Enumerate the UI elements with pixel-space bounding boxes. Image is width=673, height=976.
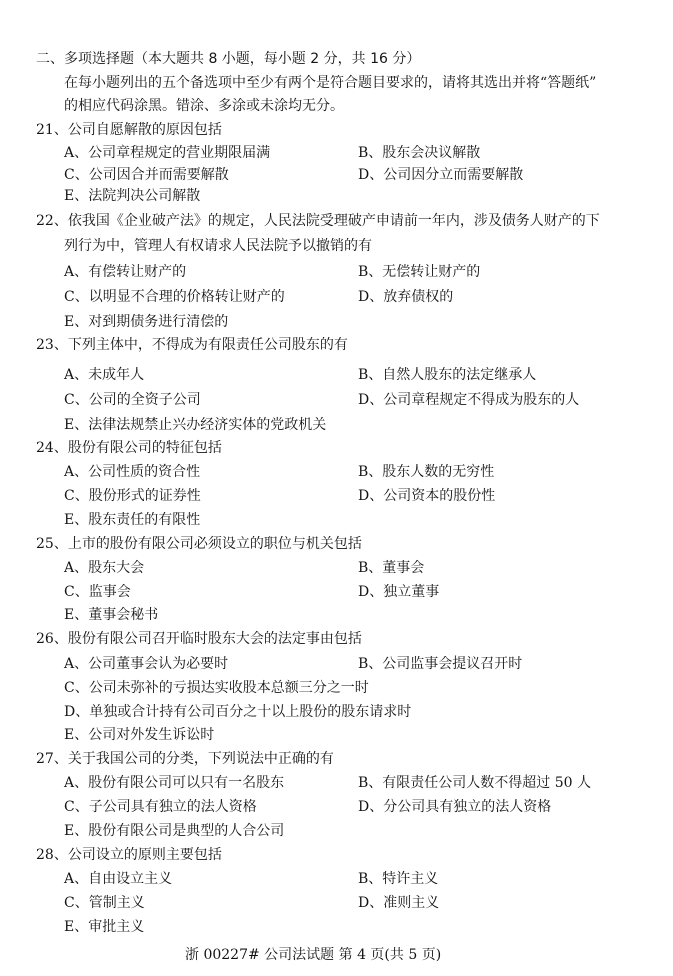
question-23-option-b: B、自然人股东的法定继承人 — [358, 367, 537, 383]
question-25-option-a: A、股东大会 — [64, 560, 145, 576]
question-28-option-d: D、准则主义 — [358, 895, 440, 911]
question-22-stem: 22、依我国《企业破产法》的规定，人民法院受理破产申请前一年内，涉及债务人财产的下 — [36, 213, 600, 229]
question-23-stem: 23、下列主体中，不得成为有限责任公司股东的有 — [36, 337, 348, 353]
question-24-stem: 24、股份有限公司的特征包括 — [36, 440, 222, 456]
question-21-option-d: D、公司因分立而需要解散 — [358, 167, 524, 183]
question-28-option-a: A、自由设立主义 — [64, 871, 173, 887]
question-21-option-b: B、股东会决议解散 — [358, 145, 481, 161]
question-21-option-a: A、公司章程规定的营业期限届满 — [64, 145, 271, 161]
section-instruction-line2: 的相应代码涂黑。错涂、多涂或未涂均无分。 — [64, 98, 344, 114]
question-27-stem: 27、关于我国公司的分类，下列说法中正确的有 — [36, 751, 334, 767]
question-26-option-a: A、公司董事会认为必要时 — [64, 656, 229, 672]
question-25-option-e: E、董事会秘书 — [64, 607, 159, 623]
question-28-stem: 28、公司设立的原则主要包括 — [36, 847, 222, 863]
question-23-option-c: C、公司的全资子公司 — [64, 392, 201, 408]
question-23-option-e: E、法律法规禁止兴办经济实体的党政机关 — [64, 417, 327, 433]
question-26-option-d: D、单独或合计持有公司百分之十以上股份的股东请求时 — [64, 704, 412, 720]
question-21-stem: 21、公司自愿解散的原因包括 — [36, 122, 222, 138]
question-25-stem: 25、上市的股份有限公司必须设立的职位与机关包括 — [36, 536, 362, 552]
question-22-option-b: B、无偿转让财产的 — [358, 264, 481, 280]
question-24-option-e: E、股东责任的有限性 — [64, 512, 201, 528]
question-27-option-d: D、分公司具有独立的法人资格 — [358, 799, 552, 815]
question-25-option-c: C、监事会 — [64, 584, 131, 600]
question-23-option-a: A、未成年人 — [64, 367, 145, 383]
question-24-option-a: A、公司性质的资合性 — [64, 464, 201, 480]
question-24-option-d: D、公司资本的股份性 — [358, 488, 496, 504]
question-28-option-c: C、管制主义 — [64, 895, 145, 911]
question-27-option-c: C、子公司具有独立的法人资格 — [64, 799, 257, 815]
question-24-option-b: B、股东人数的无穷性 — [358, 464, 495, 480]
question-26-stem: 26、股份有限公司召开临时股东大会的法定事由包括 — [36, 631, 362, 647]
page-footer: 浙 00227# 公司法试题 第 4 页(共 5 页) — [185, 947, 442, 963]
question-25-option-b: B、董事会 — [358, 560, 425, 576]
section-instruction-line1: 在每小题列出的五个备选项中至少有两个是符合题目要求的，请将其选出并将“答题纸” — [64, 75, 597, 91]
question-27-option-e: E、股份有限公司是典型的人合公司 — [64, 823, 285, 839]
question-21-option-c: C、公司因合并而需要解散 — [64, 167, 229, 183]
question-21-option-e: E、法院判决公司解散 — [64, 188, 201, 204]
question-22-stem-cont: 列行为中，管理人有权请求人民法院予以撤销的有 — [64, 238, 372, 254]
question-22-option-e: E、对到期债务进行清偿的 — [64, 314, 229, 330]
question-22-option-c: C、以明显不合理的价格转让财产的 — [64, 289, 285, 305]
question-27-option-a: A、股份有限公司可以只有一名股东 — [64, 775, 285, 791]
question-24-option-c: C、股份形式的证券性 — [64, 488, 201, 504]
question-23-option-d: D、公司章程规定不得成为股东的人 — [358, 392, 580, 408]
question-26-option-e: E、公司对外发生诉讼时 — [64, 727, 215, 743]
question-22-option-d: D、放弃债权的 — [358, 289, 454, 305]
question-26-option-c: C、公司未弥补的亏损达实收股本总额三分之一时 — [64, 680, 369, 696]
question-28-option-b: B、特许主义 — [358, 871, 439, 887]
question-28-option-e: E、审批主义 — [64, 919, 145, 935]
question-25-option-d: D、独立董事 — [358, 584, 440, 600]
question-26-option-b: B、公司监事会提议召开时 — [358, 656, 523, 672]
question-22-option-a: A、有偿转让财产的 — [64, 264, 187, 280]
section-heading: 二、多项选择题（本大题共 8 小题，每小题 2 分，共 16 分） — [36, 51, 421, 67]
question-27-option-b: B、有限责任公司人数不得超过 50 人 — [358, 775, 592, 791]
